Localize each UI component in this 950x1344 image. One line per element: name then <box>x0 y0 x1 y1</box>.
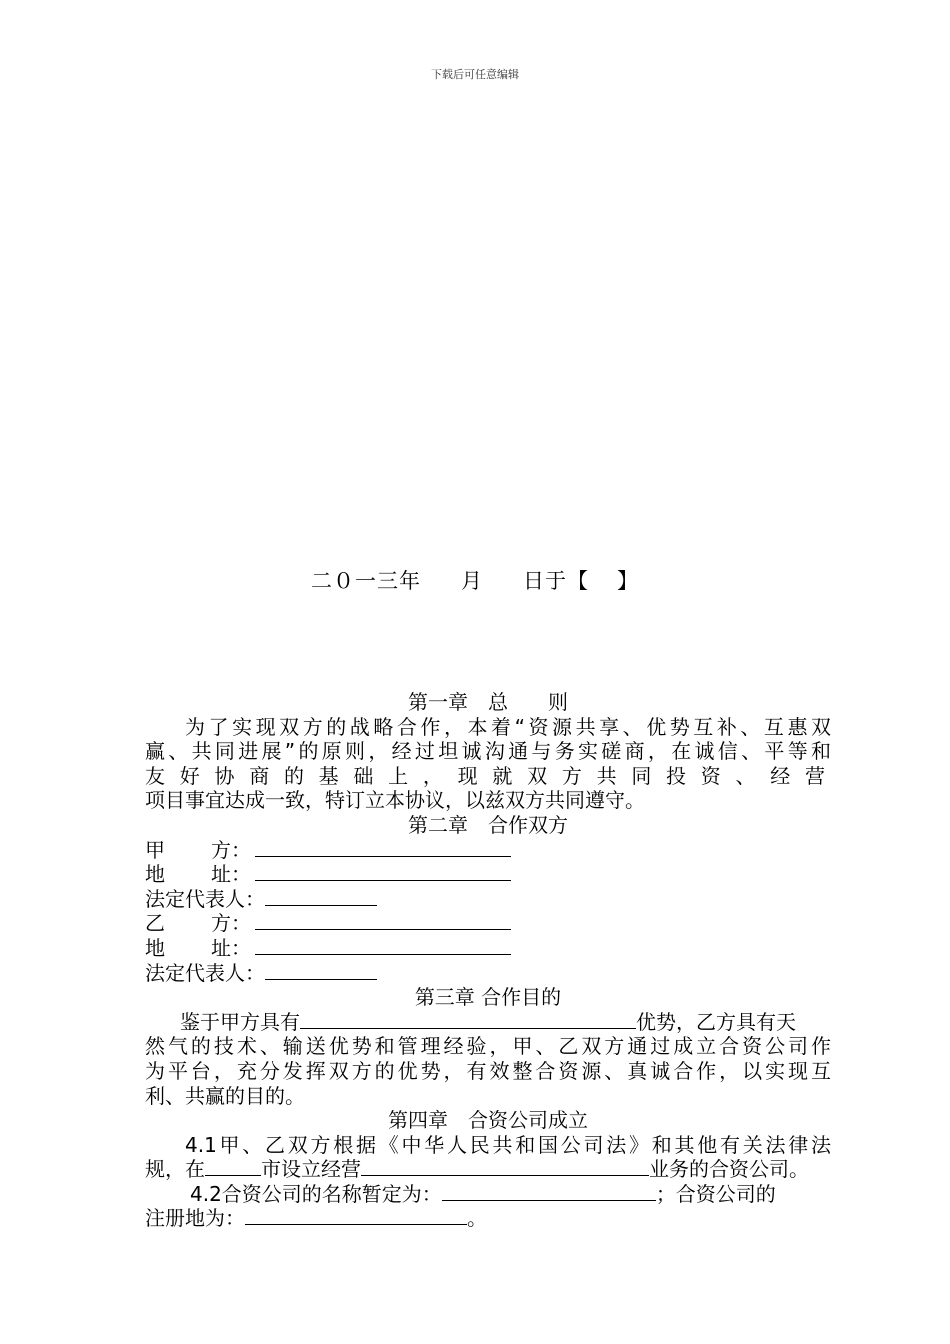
ch1-line-1: 为了实现双方的战略合作，本着“资源共享、优势互补、互惠双 <box>185 714 831 739</box>
party-a-label-1: 甲 <box>145 837 165 862</box>
ch3-line-3: 为平台，充分发挥双方的优势，有效整合资源、真诚合作，以实现互 <box>145 1058 831 1083</box>
party-b-address-blank[interactable] <box>255 936 511 955</box>
party-a-blank[interactable] <box>255 838 511 857</box>
party-b-blank[interactable] <box>255 911 511 930</box>
header-note: 下载后可任意编辑 <box>431 68 519 81</box>
s42-line-1-a: 4.2合资公司的名称暂定为： <box>190 1181 442 1206</box>
party-a-label-2: 方： <box>211 837 251 862</box>
s41-line-2-c: 业务的合资公司。 <box>649 1157 809 1182</box>
registered-address-blank[interactable] <box>245 1206 467 1225</box>
chapter-3-title: 第三章 合作目的 <box>414 985 562 1010</box>
s42-line-2-b: 。 <box>467 1206 487 1231</box>
legal-rep-b-label: 法定代表人： <box>145 960 265 985</box>
party-a-address-row <box>145 862 831 887</box>
date-close: 】 <box>617 569 639 593</box>
s41-line-1: 4.1甲、乙双方根据《中华人民共和国公司法》和其他有关法律法 <box>185 1132 831 1157</box>
chapter-2-title: 第二章 合作双方 <box>408 812 568 837</box>
s42-line-1-b: ；合资公司的 <box>655 1181 776 1206</box>
s41-line-2 <box>145 1157 831 1182</box>
party-a-address-blank[interactable] <box>255 862 511 881</box>
party-b-legal-rep-row <box>145 961 831 986</box>
s42-line-1 <box>145 1182 831 1207</box>
date-line <box>0 565 950 595</box>
s42-line-2-a: 注册地为： <box>145 1206 245 1231</box>
contract-body <box>145 690 831 1231</box>
business-blank[interactable] <box>361 1157 649 1176</box>
advantage-blank[interactable] <box>300 1010 636 1029</box>
ch3-line-1-b: 优势，乙方具有天 <box>636 1009 796 1034</box>
party-a-row <box>145 838 831 863</box>
ch3-line-1 <box>145 1010 831 1035</box>
addr-a-label-1: 地 <box>145 862 165 887</box>
addr-a-label-2: 址： <box>211 862 251 887</box>
party-b-label-1: 乙 <box>145 911 165 936</box>
party-a-legal-rep-blank[interactable] <box>265 887 377 906</box>
chapter-1-title: 第一章 总 则 <box>408 690 568 714</box>
party-b-legal-rep-blank[interactable] <box>265 961 377 980</box>
date-month: 月 <box>461 569 483 593</box>
ch1-line-2: 赢、共同进展”的原则，经过坦诚沟通与务实磋商，在诚信、平等和 <box>145 739 831 764</box>
ch1-line-3: 友好协商的基础上，现就双方共同投资、经营 <box>145 763 831 788</box>
company-name-blank[interactable] <box>442 1182 656 1201</box>
party-b-address-row <box>145 936 831 961</box>
party-b-label-2: 方： <box>211 911 251 936</box>
ch1-line-4: 项目事宜达成一致，特订立本协议，以兹双方共同遵守。 <box>145 788 645 813</box>
chapter-4-title: 第四章 合资公司成立 <box>388 1108 588 1133</box>
party-b-row <box>145 911 831 936</box>
s41-line-2-a: 规，在 <box>145 1157 205 1182</box>
ch3-line-2: 然气的技术、输送优势和管理经验，甲、乙双方通过成立合资公司作 <box>145 1034 831 1059</box>
city-blank[interactable] <box>205 1157 261 1176</box>
ch3-line-1-a: 鉴于甲方具有 <box>180 1009 300 1034</box>
date-year: 二０一三年 <box>311 569 421 593</box>
s42-line-2 <box>145 1206 831 1231</box>
s41-line-2-b: 市设立经营 <box>261 1157 361 1182</box>
date-day: 日于【 <box>523 569 589 593</box>
addr-b-label-1: 地 <box>145 935 165 960</box>
legal-rep-a-label: 法定代表人： <box>145 886 265 911</box>
ch3-line-4: 利、共赢的目的。 <box>145 1083 305 1108</box>
addr-b-label-2: 址： <box>211 935 251 960</box>
party-a-legal-rep-row <box>145 887 831 912</box>
